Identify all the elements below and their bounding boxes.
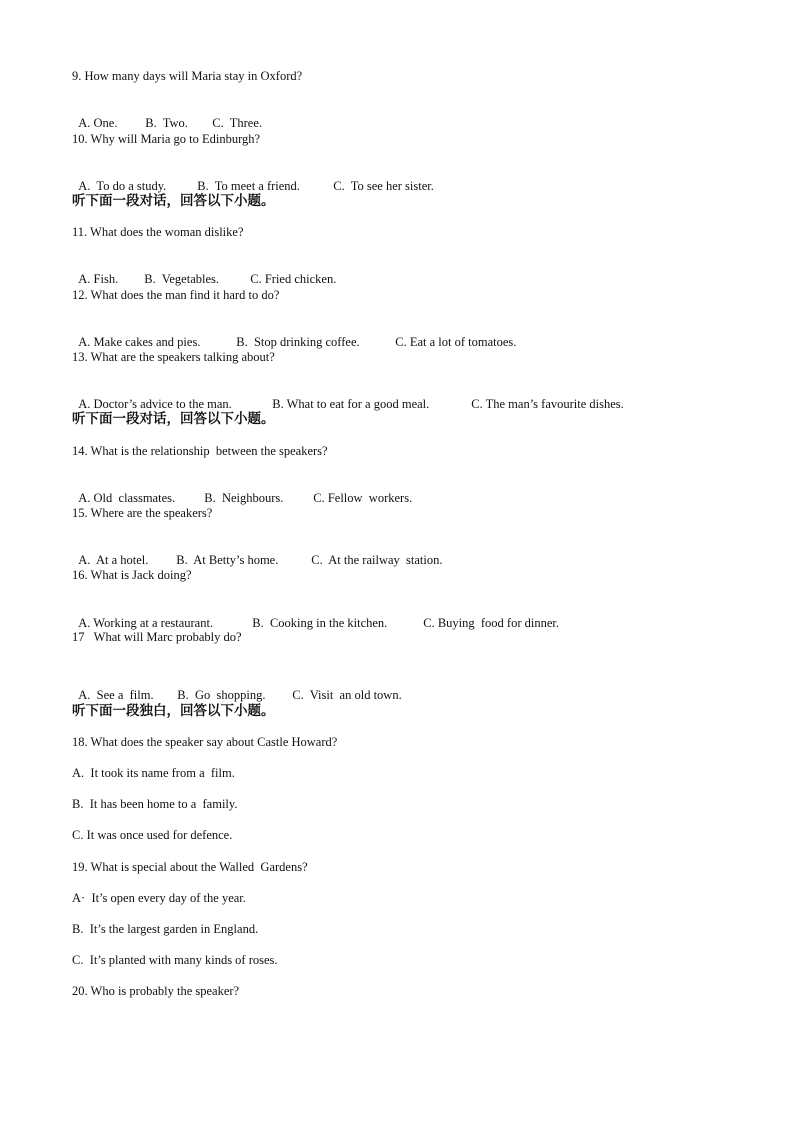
option-c: C. Visit an old town. <box>292 688 402 702</box>
question-14-options <box>72 474 412 506</box>
question-9-options <box>72 99 262 131</box>
question-14: 14. What is the relationship between the speakers? <box>72 444 328 458</box>
option-c: C. Three. <box>212 116 263 130</box>
question-13-options <box>72 380 624 412</box>
question-11-options <box>72 255 336 287</box>
question-15-options <box>72 536 442 568</box>
option-b: B. Cooking in the kitchen. <box>252 616 388 630</box>
question-13: 13. What are the speakers talking about? <box>72 350 275 364</box>
option-c: C. Buying food for dinner. <box>423 616 560 630</box>
option-b: B. At Betty’s home. <box>176 553 279 567</box>
question-18-option-a: A. It took its name from a film. <box>72 766 235 780</box>
question-11: 11. What does the woman dislike? <box>72 225 244 239</box>
question-9: 9. How many days will Maria stay in Oxford? <box>72 69 303 83</box>
option-a: A. At a hotel. <box>78 553 149 567</box>
question-19-option-b: B. It’s the largest garden in England. <box>72 922 259 936</box>
option-b: B. To meet a friend. <box>197 179 300 193</box>
option-a: A. Fish. <box>78 272 119 286</box>
question-17-options <box>72 671 402 703</box>
option-b: B. What to eat for a good meal. <box>272 397 430 411</box>
question-10: 10. Why will Maria go to Edinburgh? <box>72 132 261 146</box>
question-19: 19. What is special about the Walled Gardens? <box>72 860 308 874</box>
option-b: B. Vegetables. <box>144 272 220 286</box>
option-a: A. Working at a restaurant. <box>78 616 214 630</box>
question-15: 15. Where are the speakers? <box>72 506 213 520</box>
option-a: A. To do a study. <box>78 179 167 193</box>
section-heading-1: 听下面一段对话，回答以下小题。 <box>72 193 275 209</box>
question-18-option-c: C. It was once used for defence. <box>72 828 233 842</box>
question-19-option-a: A· It’s open every day of the year. <box>72 891 246 905</box>
option-c: C. To see her sister. <box>333 179 434 193</box>
option-b: B. Neighbours. <box>204 491 284 505</box>
option-c: C. At the railway station. <box>311 553 443 567</box>
option-c: C. Fried chicken. <box>250 272 337 286</box>
question-18-option-b: B. It has been home to a family. <box>72 797 238 811</box>
option-a: A. Doctor’s advice to the man. <box>78 397 232 411</box>
question-16: 16. What is Jack doing? <box>72 568 192 582</box>
option-b: B. Stop drinking coffee. <box>236 335 360 349</box>
option-a: A. Old classmates. <box>78 491 176 505</box>
option-c: C. The man’s favourite dishes. <box>471 397 624 411</box>
question-18: 18. What does the speaker say about Castle Howard? <box>72 735 338 749</box>
option-b: B. Two. <box>145 116 188 130</box>
option-a: A. See a film. <box>78 688 154 702</box>
option-a: A. One. <box>78 116 118 130</box>
option-c: C. Fellow workers. <box>313 491 413 505</box>
question-12-options <box>72 318 516 350</box>
option-a: A. Make cakes and pies. <box>78 335 201 349</box>
question-17: 17 What will Marc probably do? <box>72 630 242 644</box>
section-heading-3: 听下面一段独白，回答以下小题。 <box>72 703 275 719</box>
question-10-options <box>72 162 434 194</box>
option-b: B. Go shopping. <box>177 688 266 702</box>
section-heading-2: 听下面一段对话，回答以下小题。 <box>72 411 275 427</box>
question-12: 12. What does the man find it hard to do? <box>72 288 280 302</box>
question-20: 20. Who is probably the speaker? <box>72 984 240 998</box>
option-c: C. Eat a lot of tomatoes. <box>395 335 517 349</box>
question-19-option-c: C. It’s planted with many kinds of roses. <box>72 953 278 967</box>
question-16-options <box>72 599 559 631</box>
